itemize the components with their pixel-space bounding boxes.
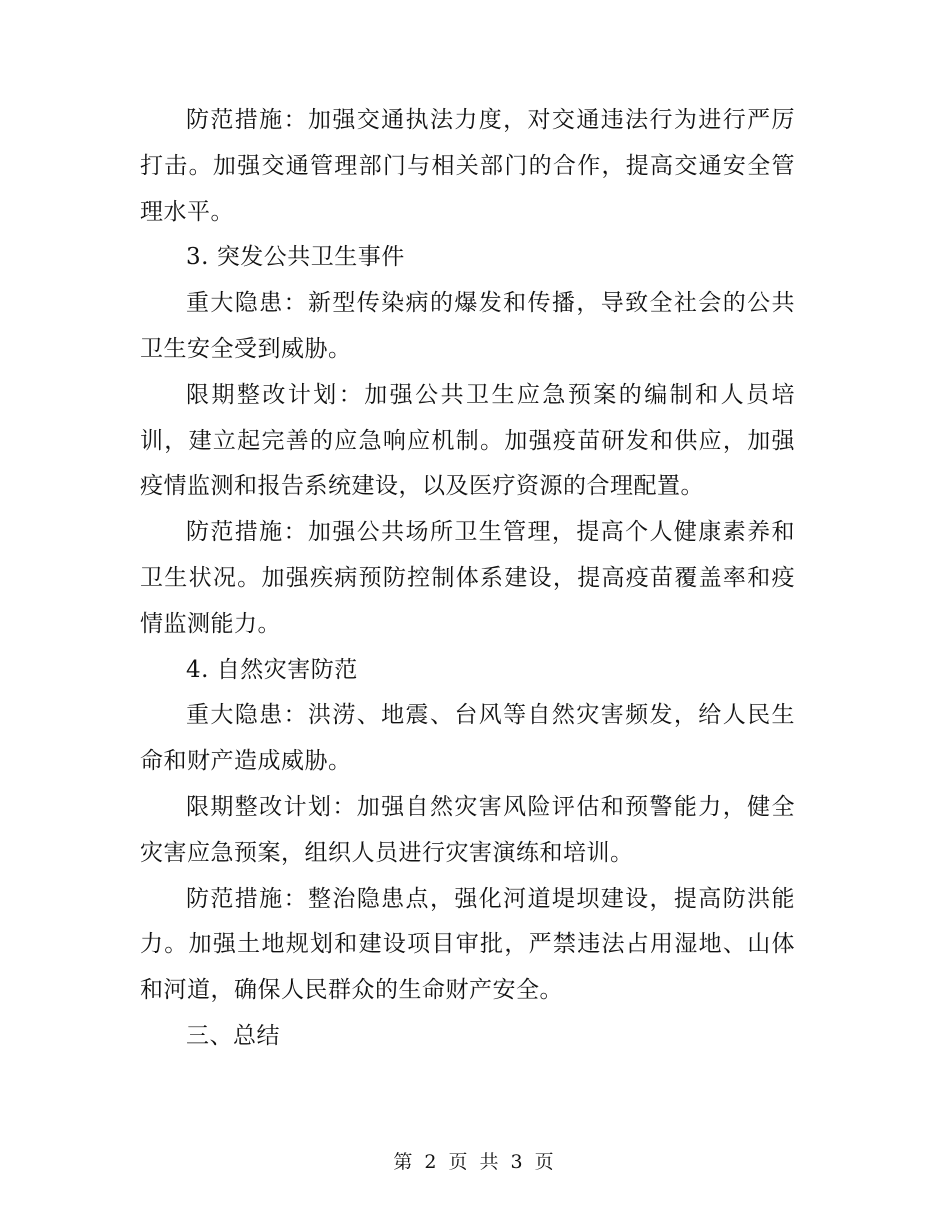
paragraph-disaster-rectification: 限期整改计划：加强自然灾害风险评估和预警能力，健全灾害应急预案，组织人员进行灾害演练和培训。 (140, 793, 795, 866)
paragraph-disaster-prevention: 防范措施：整治隐患点，强化河道堤坝建设，提高防洪能力。加强土地规划和建设项目审批，严禁违法占用湿地、山体和河道，确保人民群众的生命财产安全。 (140, 885, 795, 1004)
paragraph-health-hazard: 重大隐患：新型传染病的爆发和传播，导致全社会的公共卫生安全受到威胁。 (140, 290, 795, 362)
paragraph-traffic-prevention: 防范措施：加强交通执法力度，对交通违法行为进行严厉打击。加强交通管理部门与相关部门的合作，提高交通安全管理水平。 (140, 107, 795, 225)
page-number-footer: 第 2 页 共 3 页 (393, 1151, 557, 1173)
paragraph-health-rectification: 限期整改计划：加强公共卫生应急预案的编制和人员培训，建立起完善的应急响应机制。加强疫苗研发和供应，加强疫情监测和报告系统建设，以及医疗资源的合理配置。 (140, 381, 795, 500)
paragraph-disaster-hazard: 重大隐患：洪涝、地震、台风等自然灾害频发，给人民生命和财产造成威胁。 (140, 702, 795, 775)
heading-public-health: 3. 突发公共卫生事件 (186, 244, 405, 271)
heading-summary: 三、总结 (186, 1022, 280, 1049)
paragraph-health-prevention: 防范措施：加强公共场所卫生管理，提高个人健康素养和卫生状况。加强疾病预防控制体系建设，提高疫苗覆盖率和疫情监测能力。 (140, 519, 795, 637)
heading-natural-disaster: 4. 自然灾害防范 (186, 656, 358, 683)
document-body (140, 98, 795, 1060)
